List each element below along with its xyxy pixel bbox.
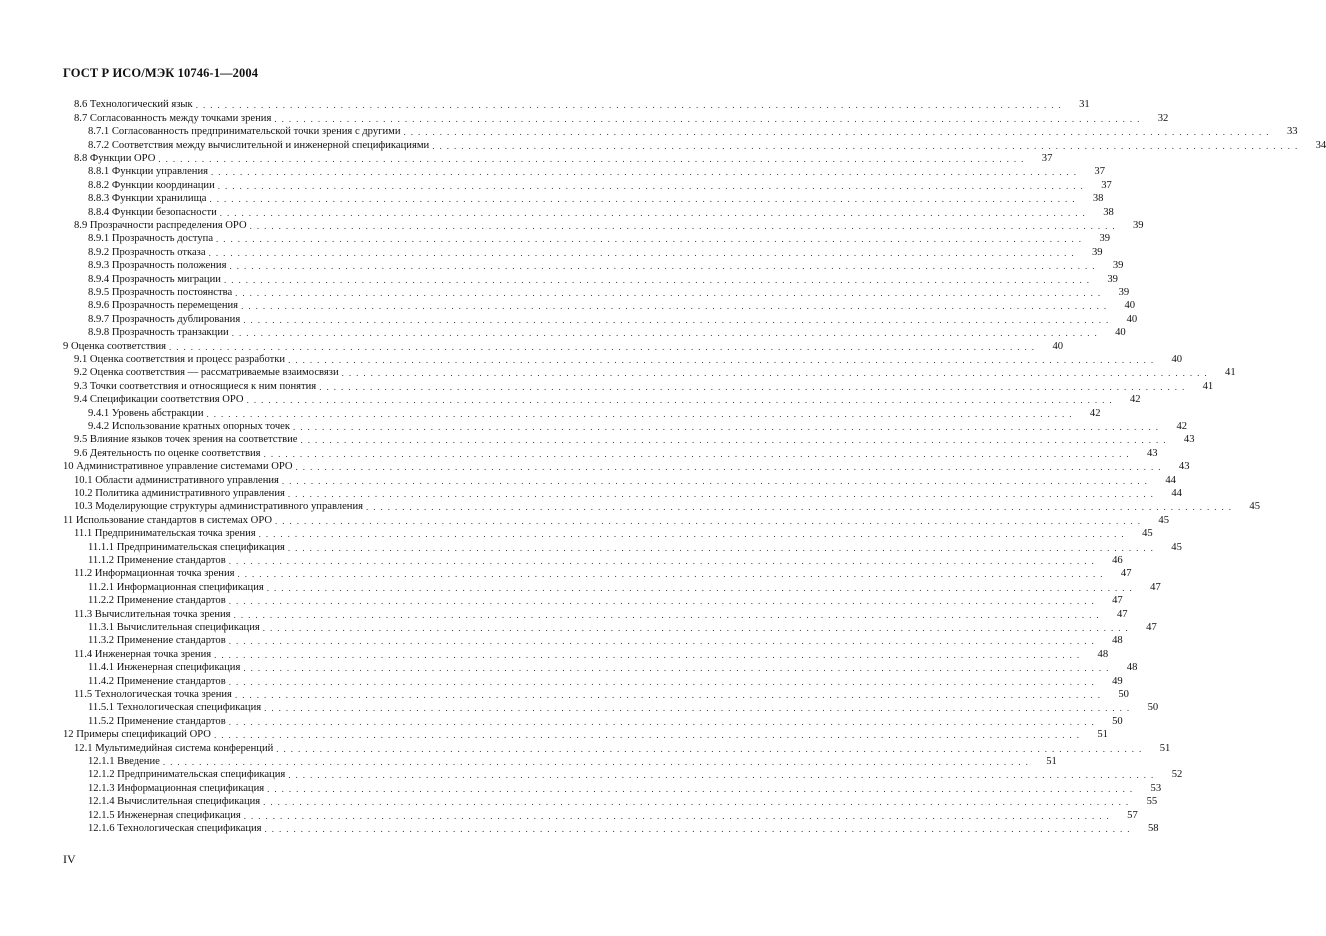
toc-entry[interactable] xyxy=(88,259,1124,272)
toc-entry-title: 8.9.8 Прозрачность транзакции xyxy=(88,327,229,339)
toc-entry-title: 11.4.1 Инженерная спецификация xyxy=(88,662,241,674)
toc-entry[interactable] xyxy=(74,219,1144,232)
toc-dot-leader: ........................................................................................................................ xyxy=(206,408,1077,419)
toc-entry-page: 32 xyxy=(1157,112,1169,124)
toc-entry-page: 48 xyxy=(1112,635,1123,647)
toc-entry[interactable] xyxy=(88,138,1326,151)
toc-entry-title: 9.4.1 Уровень абстракции xyxy=(88,407,204,419)
toc-dot-leader: ........................................................................................................................ xyxy=(263,797,1134,808)
toc-dot-leader: ........................................................................................................................ xyxy=(293,421,1164,432)
toc-entry-page: 51 xyxy=(1097,729,1108,741)
toc-entry-title: 11.3.2 Применение стандартов xyxy=(88,635,226,647)
toc-entry-title: 8.9.2 Прозрачность отказа xyxy=(88,246,206,258)
toc-dot-leader: ........................................................................................................................ xyxy=(288,354,1159,365)
toc-entry-page: 39 xyxy=(1133,219,1144,231)
toc-dot-leader: ........................................................................................................................ xyxy=(287,488,1158,499)
toc-entry-page: 37 xyxy=(1101,179,1112,191)
toc-entry[interactable] xyxy=(88,554,1123,567)
toc-entry-page: 47 xyxy=(1112,595,1123,607)
toc-entry-title: 8.8.3 Функции хранилища xyxy=(88,193,207,205)
toc-dot-leader: ........................................................................................................................ xyxy=(235,287,1106,298)
toc-entry-page: 45 xyxy=(1171,541,1182,553)
toc-entry[interactable] xyxy=(88,125,1298,138)
toc-entry[interactable] xyxy=(88,768,1183,781)
toc-entry[interactable] xyxy=(88,205,1114,218)
toc-entry[interactable] xyxy=(88,406,1101,419)
toc-entry-title: 11.3 Вычислительная точка зрения xyxy=(74,608,231,620)
toc-entry-page: 39 xyxy=(1099,233,1111,245)
toc-dot-leader: ........................................................................................................................ xyxy=(274,113,1145,124)
toc-entry[interactable] xyxy=(88,674,1123,687)
toc-entry[interactable] xyxy=(88,165,1106,178)
toc-entry[interactable] xyxy=(88,312,1138,325)
toc-entry[interactable] xyxy=(74,607,1128,620)
toc-entry-page: 45 xyxy=(1142,528,1153,540)
toc-entry-page: 40 xyxy=(1124,300,1136,312)
toc-entry[interactable] xyxy=(88,661,1138,674)
toc-dot-leader: ........................................................................................................................ xyxy=(319,381,1190,392)
toc-dot-leader: ........................................................................................................................ xyxy=(213,730,1084,741)
toc-entry[interactable] xyxy=(74,527,1153,540)
toc-dot-leader: ........................................................................................................................ xyxy=(262,622,1133,633)
toc-entry-page: 47 xyxy=(1146,621,1157,633)
toc-entry-page: 38 xyxy=(1092,193,1104,205)
toc-entry-title: 9.5 Влияние языков точек зрения на соответствие xyxy=(74,434,298,446)
toc-entry-title: 12.1.3 Информационная спецификация xyxy=(88,782,265,794)
toc-entry[interactable] xyxy=(74,473,1176,486)
toc-entry-title: 11.5 Технологическая точка зрения xyxy=(74,688,232,700)
toc-dot-leader: ........................................................................................................................ xyxy=(243,314,1114,325)
toc-entry-title: 8.9.4 Прозрачность миграции xyxy=(88,273,221,285)
toc-entry-title: 12.1.4 Вычислительная спецификация xyxy=(88,796,261,808)
toc-entry-page: 39 xyxy=(1091,246,1103,258)
toc-entry-title: 8.7.1 Согласованность предпринимательской точки зрения с другими xyxy=(88,126,401,138)
toc-entry[interactable] xyxy=(88,701,1159,714)
toc-dot-leader: ........................................................................................................................ xyxy=(158,153,1029,164)
toc-entry-title: 8.9.7 Прозрачность дублирования xyxy=(88,313,241,325)
toc-entry[interactable] xyxy=(88,540,1182,553)
toc-dot-leader: ........................................................................................................................ xyxy=(228,596,1099,607)
toc-entry[interactable] xyxy=(74,741,1171,754)
toc-entry[interactable] xyxy=(74,111,1169,124)
toc-entry-title: 8.8.1 Функции управления xyxy=(88,166,209,178)
toc-entry-title: 11.2.1 Информационная спецификация xyxy=(88,581,264,593)
toc-dot-leader: ........................................................................................................................ xyxy=(366,502,1237,513)
toc-dot-leader: ........................................................................................................................ xyxy=(234,689,1105,700)
toc-entry[interactable] xyxy=(88,245,1103,258)
toc-dot-leader: ........................................................................................................................ xyxy=(288,770,1159,781)
toc-dot-leader: ........................................................................................................................ xyxy=(243,663,1114,674)
toc-entry-title: 8.7.2 Соответствия между вычислительной и инженерной спецификациями xyxy=(88,139,430,151)
toc-entry-page: 34 xyxy=(1315,139,1326,151)
toc-entry-title: 8.9.1 Прозрачность доступа xyxy=(88,233,214,245)
toc-entry-page: 47 xyxy=(1150,581,1161,593)
toc-entry-title: 12.1.5 Инженерная спецификация xyxy=(88,809,241,821)
toc-entry-page: 43 xyxy=(1146,447,1158,459)
toc-entry-title: 11.4.2 Применение стандартов xyxy=(88,675,226,687)
toc-dot-leader: ........................................................................................................................ xyxy=(263,448,1134,459)
toc-entry[interactable] xyxy=(74,688,1129,701)
toc-entry[interactable] xyxy=(88,420,1188,433)
toc-entry-page: 50 xyxy=(1147,702,1159,714)
toc-entry-title: 11.1.1 Предпринимательская спецификация xyxy=(88,541,285,553)
toc-dot-leader: ........................................................................................................................ xyxy=(276,743,1147,754)
toc-entry-page: 47 xyxy=(1120,568,1132,580)
toc-entry-page: 52 xyxy=(1171,769,1183,781)
toc-entry-title: 8.8.2 Функции координации xyxy=(88,179,215,191)
toc-entry[interactable] xyxy=(74,366,1236,379)
toc-entry[interactable] xyxy=(74,567,1132,580)
toc-dot-leader: ........................................................................................................................ xyxy=(243,810,1114,821)
toc-dot-leader: ........................................................................................................................ xyxy=(241,301,1112,312)
toc-entry[interactable] xyxy=(88,286,1130,299)
toc-entry-page: 44 xyxy=(1165,474,1176,486)
toc-entry-page: 40 xyxy=(1052,340,1064,352)
toc-dot-leader: ........................................................................................................................ xyxy=(281,475,1152,486)
toc-entry-page: 37 xyxy=(1094,166,1106,178)
toc-entry-title: 8.8 Функции ОРО xyxy=(74,152,156,164)
toc-dot-leader: ........................................................................................................................ xyxy=(267,783,1138,794)
toc-entry-title: 9.1 Оценка соответствия и процесс разработки xyxy=(74,353,286,365)
toc-entry-page: 48 xyxy=(1126,662,1138,674)
toc-dot-leader: ........................................................................................................................ xyxy=(211,167,1082,178)
toc-entry-page: 51 xyxy=(1159,742,1171,754)
toc-entry-title: 8.9.5 Прозрачность постоянства xyxy=(88,286,233,298)
toc-entry[interactable] xyxy=(88,755,1057,768)
toc-entry-page: 40 xyxy=(1171,353,1183,365)
toc-entry-title: 12 Примеры спецификаций ОРО xyxy=(63,729,211,741)
page-header-title: ГОСТ Р ИСО/МЭК 10746-1—2004 xyxy=(63,66,259,80)
toc-entry[interactable] xyxy=(74,446,1158,459)
toc-entry[interactable] xyxy=(88,272,1118,285)
toc-entry-page: 39 xyxy=(1107,273,1118,285)
toc-dot-leader: ........................................................................................................................ xyxy=(275,515,1145,526)
toc-dot-leader: ........................................................................................................................ xyxy=(208,247,1079,258)
toc-dot-leader: ........................................................................................................................ xyxy=(341,368,1212,379)
toc-entry-title: 11.1 Предпринимательская точка зрения xyxy=(74,528,256,540)
toc-dot-leader: ........................................................................................................................ xyxy=(216,234,1087,245)
toc-dot-leader: ........................................................................................................................ xyxy=(233,609,1104,620)
toc-entry-page: 43 xyxy=(1178,461,1190,473)
toc-entry[interactable] xyxy=(88,634,1123,647)
toc-entry[interactable] xyxy=(63,339,1064,352)
toc-entry-page: 42 xyxy=(1129,394,1141,406)
toc-dot-leader: ........................................................................................................................ xyxy=(209,194,1080,205)
toc-entry-title: 9.3 Точки соответствия и относящиеся к ним понятия xyxy=(74,380,317,392)
toc-entry-title: 12.1.2 Предпринимательская спецификация xyxy=(88,769,286,781)
toc-entry-title: 11.1.2 Применение стандартов xyxy=(88,554,226,566)
toc-entry-title: 9.6 Деятельность по оценке соответствия xyxy=(74,447,261,459)
toc-entry-title: 8.7 Согласованность между точками зрения xyxy=(74,112,272,124)
toc-entry-page: 58 xyxy=(1147,822,1159,834)
toc-entry-title: 11 Использование стандартов в системах ОРО xyxy=(63,514,272,526)
toc-dot-leader: ........................................................................................................................ xyxy=(195,100,1066,111)
toc-dot-leader: ........................................................................................................................ xyxy=(162,756,1033,767)
toc-dot-leader: ........................................................................................................................ xyxy=(223,274,1094,285)
toc-entry-page: 51 xyxy=(1046,755,1057,767)
toc-entry-title: 11.5.2 Применение стандартов xyxy=(88,715,226,727)
toc-entry-title: 9.2 Оценка соответствия — рассматриваемые взаимосвязи xyxy=(74,367,339,379)
toc-entry-title: 12.1.1 Введение xyxy=(88,755,160,767)
toc-entry-page: 39 xyxy=(1112,260,1124,272)
toc-entry[interactable] xyxy=(88,580,1161,593)
toc-entry-page: 47 xyxy=(1116,608,1128,620)
toc-entry-page: 37 xyxy=(1041,152,1053,164)
toc-dot-leader: ........................................................................................................................ xyxy=(229,261,1100,272)
toc-entry[interactable] xyxy=(88,192,1104,205)
toc-entry-title: 9 Оценка соответствия xyxy=(63,340,167,352)
toc-entry-page: 40 xyxy=(1126,313,1138,325)
toc-entry-page: 49 xyxy=(1112,675,1123,687)
toc-entry-page: 50 xyxy=(1112,715,1123,727)
toc-entry-title: 11.5.1 Технологическая спецификация xyxy=(88,702,262,714)
toc-entry-title: 11.2 Информационная точка зрения xyxy=(74,568,235,580)
toc-entry-page: 40 xyxy=(1115,327,1126,339)
toc-entry[interactable] xyxy=(88,232,1111,245)
toc-entry-page: 57 xyxy=(1127,809,1138,821)
toc-entry-title: 8.9.6 Прозрачность перемещения xyxy=(88,300,239,312)
toc-entry[interactable] xyxy=(74,353,1183,366)
toc-entry-title: 10 Административное управление системами ОРО xyxy=(63,461,293,473)
toc-entry[interactable] xyxy=(74,98,1090,111)
toc-entry[interactable] xyxy=(74,647,1109,660)
toc-entry[interactable] xyxy=(88,299,1136,312)
toc-dot-leader: ........................................................................................................................ xyxy=(228,676,1099,687)
toc-dot-leader: ........................................................................................................................ xyxy=(169,341,1040,352)
toc-entry-title: 8.9 Прозрачности распределения ОРО xyxy=(74,219,247,231)
toc-dot-leader: ........................................................................................................................ xyxy=(266,582,1137,593)
toc-entry[interactable] xyxy=(88,714,1123,727)
toc-dot-leader: ........................................................................................................................ xyxy=(295,462,1166,473)
toc-entry-title: 11.3.1 Вычислительная спецификация xyxy=(88,621,260,633)
toc-entry[interactable] xyxy=(74,500,1261,513)
toc-entry-page: 31 xyxy=(1079,99,1090,111)
toc-dot-leader: ........................................................................................................................ xyxy=(287,542,1158,553)
toc-entry-page: 46 xyxy=(1112,554,1123,566)
toc-entry[interactable] xyxy=(88,795,1158,808)
toc-entry-page: 38 xyxy=(1103,206,1114,218)
toc-dot-leader: ........................................................................................................................ xyxy=(432,140,1303,151)
toc-entry-title: 8.8.4 Функции безопасности xyxy=(88,206,217,218)
toc-entry[interactable] xyxy=(88,326,1126,339)
toc-entry-title: 11.2.2 Применение стандартов xyxy=(88,595,226,607)
toc-entry-page: 48 xyxy=(1097,648,1109,660)
toc-dot-leader: ........................................................................................................................ xyxy=(228,716,1099,727)
toc-entry[interactable] xyxy=(63,460,1190,473)
toc-entry[interactable] xyxy=(74,152,1053,165)
toc-entry[interactable] xyxy=(88,781,1162,794)
toc-entry-title: 11.4 Инженерная точка зрения xyxy=(74,648,212,660)
toc-entry-title: 12.1 Мультимедийная система конференций xyxy=(74,742,274,754)
toc-dot-leader: ........................................................................................................................ xyxy=(258,529,1129,540)
toc-dot-leader: ........................................................................................................................ xyxy=(214,649,1085,660)
toc-dot-leader: ........................................................................................................................ xyxy=(217,180,1088,191)
toc-entry-page: 33 xyxy=(1286,126,1298,138)
toc-entry-page: 39 xyxy=(1118,286,1130,298)
toc-entry[interactable] xyxy=(88,594,1123,607)
toc-entry-page: 50 xyxy=(1118,688,1129,700)
toc-dot-leader: ........................................................................................................................ xyxy=(264,703,1135,714)
toc-dot-leader: ........................................................................................................................ xyxy=(403,127,1274,138)
toc-entry-title: 9.4 Спецификации соответствия ОРО xyxy=(74,394,244,406)
toc-entry-title: 8.6 Технологический язык xyxy=(74,99,193,111)
toc-entry-title: 10.3 Моделирующие структуры административного управления xyxy=(74,501,364,513)
toc-entry-title: 12.1.6 Технологическая спецификация xyxy=(88,822,262,834)
page-number: IV xyxy=(63,852,76,866)
toc-entry-title: 8.9.3 Прозрачность положения xyxy=(88,260,227,272)
toc-dot-leader: ........................................................................................................................ xyxy=(237,569,1108,580)
toc-entry-page: 53 xyxy=(1150,782,1162,794)
toc-dot-leader: ........................................................................................................................ xyxy=(246,395,1117,406)
toc-entry-page: 42 xyxy=(1089,407,1101,419)
toc-entry[interactable] xyxy=(63,728,1108,741)
toc-entry[interactable] xyxy=(88,621,1157,634)
toc-entry-title: 10.2 Политика административного управления xyxy=(74,487,285,499)
toc-entry-page: 42 xyxy=(1176,420,1188,432)
toc-entry-page: 43 xyxy=(1183,434,1195,446)
toc-entry-page: 45 xyxy=(1158,514,1169,526)
toc-dot-leader: ........................................................................................................................ xyxy=(219,207,1090,218)
toc-entry[interactable] xyxy=(74,379,1214,392)
toc-dot-leader: ........................................................................................................................ xyxy=(231,328,1102,339)
toc-entry[interactable] xyxy=(88,822,1159,835)
toc-entry-page: 55 xyxy=(1146,796,1158,808)
toc-entry[interactable] xyxy=(74,393,1141,406)
toc-dot-leader: ........................................................................................................................ xyxy=(228,555,1099,566)
toc-entry-page: 45 xyxy=(1249,501,1261,513)
toc-dot-leader: ........................................................................................................................ xyxy=(300,435,1171,446)
toc-entry-page: 41 xyxy=(1202,380,1214,392)
toc-entry-title: 9.4.2 Использование кратных опорных точек xyxy=(88,420,291,432)
toc-entry[interactable] xyxy=(74,433,1195,446)
toc-dot-leader: ........................................................................................................................ xyxy=(228,636,1099,647)
toc-dot-leader: ........................................................................................................................ xyxy=(249,220,1120,231)
toc-entry-page: 41 xyxy=(1225,367,1236,379)
toc-entry-title: 10.1 Области административного управления xyxy=(74,474,279,486)
toc-entry[interactable] xyxy=(88,178,1112,191)
toc-entry[interactable] xyxy=(88,808,1138,821)
toc-entry-page: 44 xyxy=(1171,487,1182,499)
toc-dot-leader: ........................................................................................................................ xyxy=(264,823,1135,834)
toc-entry[interactable] xyxy=(74,487,1182,500)
toc-entry[interactable] xyxy=(63,513,1169,526)
